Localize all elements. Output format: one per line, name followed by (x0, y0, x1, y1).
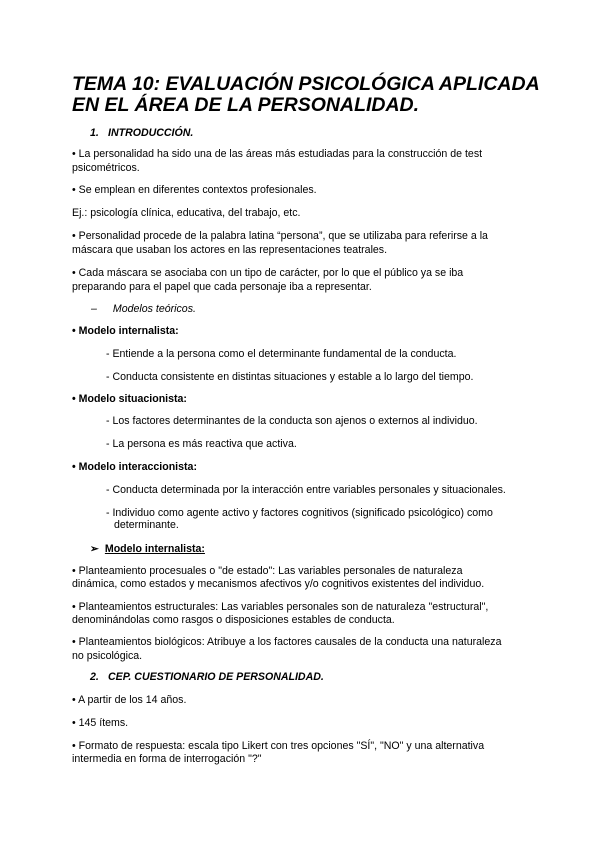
internalista-item-2: - Conducta consistente en distintas situaciones y estable a lo largo del tiempo. (106, 371, 474, 383)
subsection-modelos-teoricos (91, 302, 196, 316)
intro-paragraph-1-line-1: • La personalidad ha sido una de las áreas más estudiadas para la construcción de test (72, 148, 483, 160)
procesuales-line-1: • Planteamiento procesuales o "de estado": Las variables personales de naturaleza (72, 565, 463, 577)
page-title: TEMA 10: EVALUACIÓN PSICOLÓGICA APLICADA EN EL ÁREA DE LA PERSONALIDAD. (72, 73, 539, 116)
intro-paragraph-3: Ej.: psicología clínica, educativa, del trabajo, etc. (72, 207, 301, 219)
section-heading-cep (90, 670, 324, 684)
interaccionista-heading: • Modelo interaccionista: (72, 461, 197, 473)
dash-bullet: – (91, 303, 97, 315)
procesuales-line-2: dinámica, como estados y mecanismos afectivos y/o cognitivos existentes del individuo. (72, 578, 485, 590)
interaccionista-item-1: - Conducta determinada por la interacción entre variables personales y situacionales. (106, 484, 506, 496)
intro-paragraph-4-line-2: máscara que usaban los actores en las representaciones teatrales. (72, 244, 388, 256)
arrow-bullet-icon: ➢ (90, 543, 99, 555)
section-title: CEP. CUESTIONARIO DE PERSONALIDAD. (108, 671, 324, 683)
intro-paragraph-1-line-2: psicométricos. (72, 162, 140, 174)
estructurales-line-1: • Planteamientos estructurales: Las variables personales son de naturaleza "estructural", (72, 601, 489, 613)
section-number: 1. (90, 127, 99, 139)
cep-paragraph-3-line-1: • Formato de respuesta: escala tipo Likert con tres opciones "SÍ", "NO" y una alternativa (72, 740, 485, 752)
section-heading-introduccion (90, 126, 193, 140)
intro-paragraph-5-line-1: • Cada máscara se asociaba con un tipo de carácter, por lo que el público ya se iba (72, 267, 464, 279)
biologicos-line-1: • Planteamientos biológicos: Atribuye a los factores causales de la conducta una naturaleza (72, 636, 502, 648)
section-title: INTRODUCCIÓN. (108, 127, 194, 139)
internalista-heading: • Modelo internalista: (72, 325, 179, 337)
internalista-detail-heading (90, 542, 205, 556)
estructurales-line-2: denominándolas como rasgos o disposiciones estables de conducta. (72, 614, 395, 626)
internalista-item-1: - Entiende a la persona como el determinante fundamental de la conducta. (106, 348, 457, 360)
situacionista-item-1: - Los factores determinantes de la conducta son ajenos o externos al individuo. (106, 415, 478, 427)
interaccionista-item-2-line-1: - Individuo como agente activo y factores cognitivos (significado psicológico) como (106, 507, 493, 519)
intro-paragraph-5-line-2: preparando para el papel que cada personaje iba a representar. (72, 281, 372, 293)
intro-paragraph-2: • Se emplean en diferentes contextos profesionales. (72, 184, 317, 196)
situacionista-heading: • Modelo situacionista: (72, 393, 187, 405)
intro-paragraph-4-line-1: • Personalidad procede de la palabra latina “persona”, que se utilizaba para referirse a la (72, 230, 488, 242)
internalista-detail-title: Modelo internalista: (104, 543, 205, 555)
cep-paragraph-2: • 145 ítems. (72, 717, 129, 729)
cep-paragraph-1: • A partir de los 14 años. (72, 694, 187, 706)
biologicos-line-2: no psicológica. (72, 650, 143, 662)
situacionista-item-2: - La persona es más reactiva que activa. (106, 438, 297, 450)
cep-paragraph-3-line-2: intermedia en forma de interrogación "?" (72, 753, 262, 765)
section-number: 2. (90, 671, 99, 683)
interaccionista-item-2-line-2: determinante. (114, 519, 179, 531)
subsection-title: Modelos teóricos. (112, 303, 196, 315)
